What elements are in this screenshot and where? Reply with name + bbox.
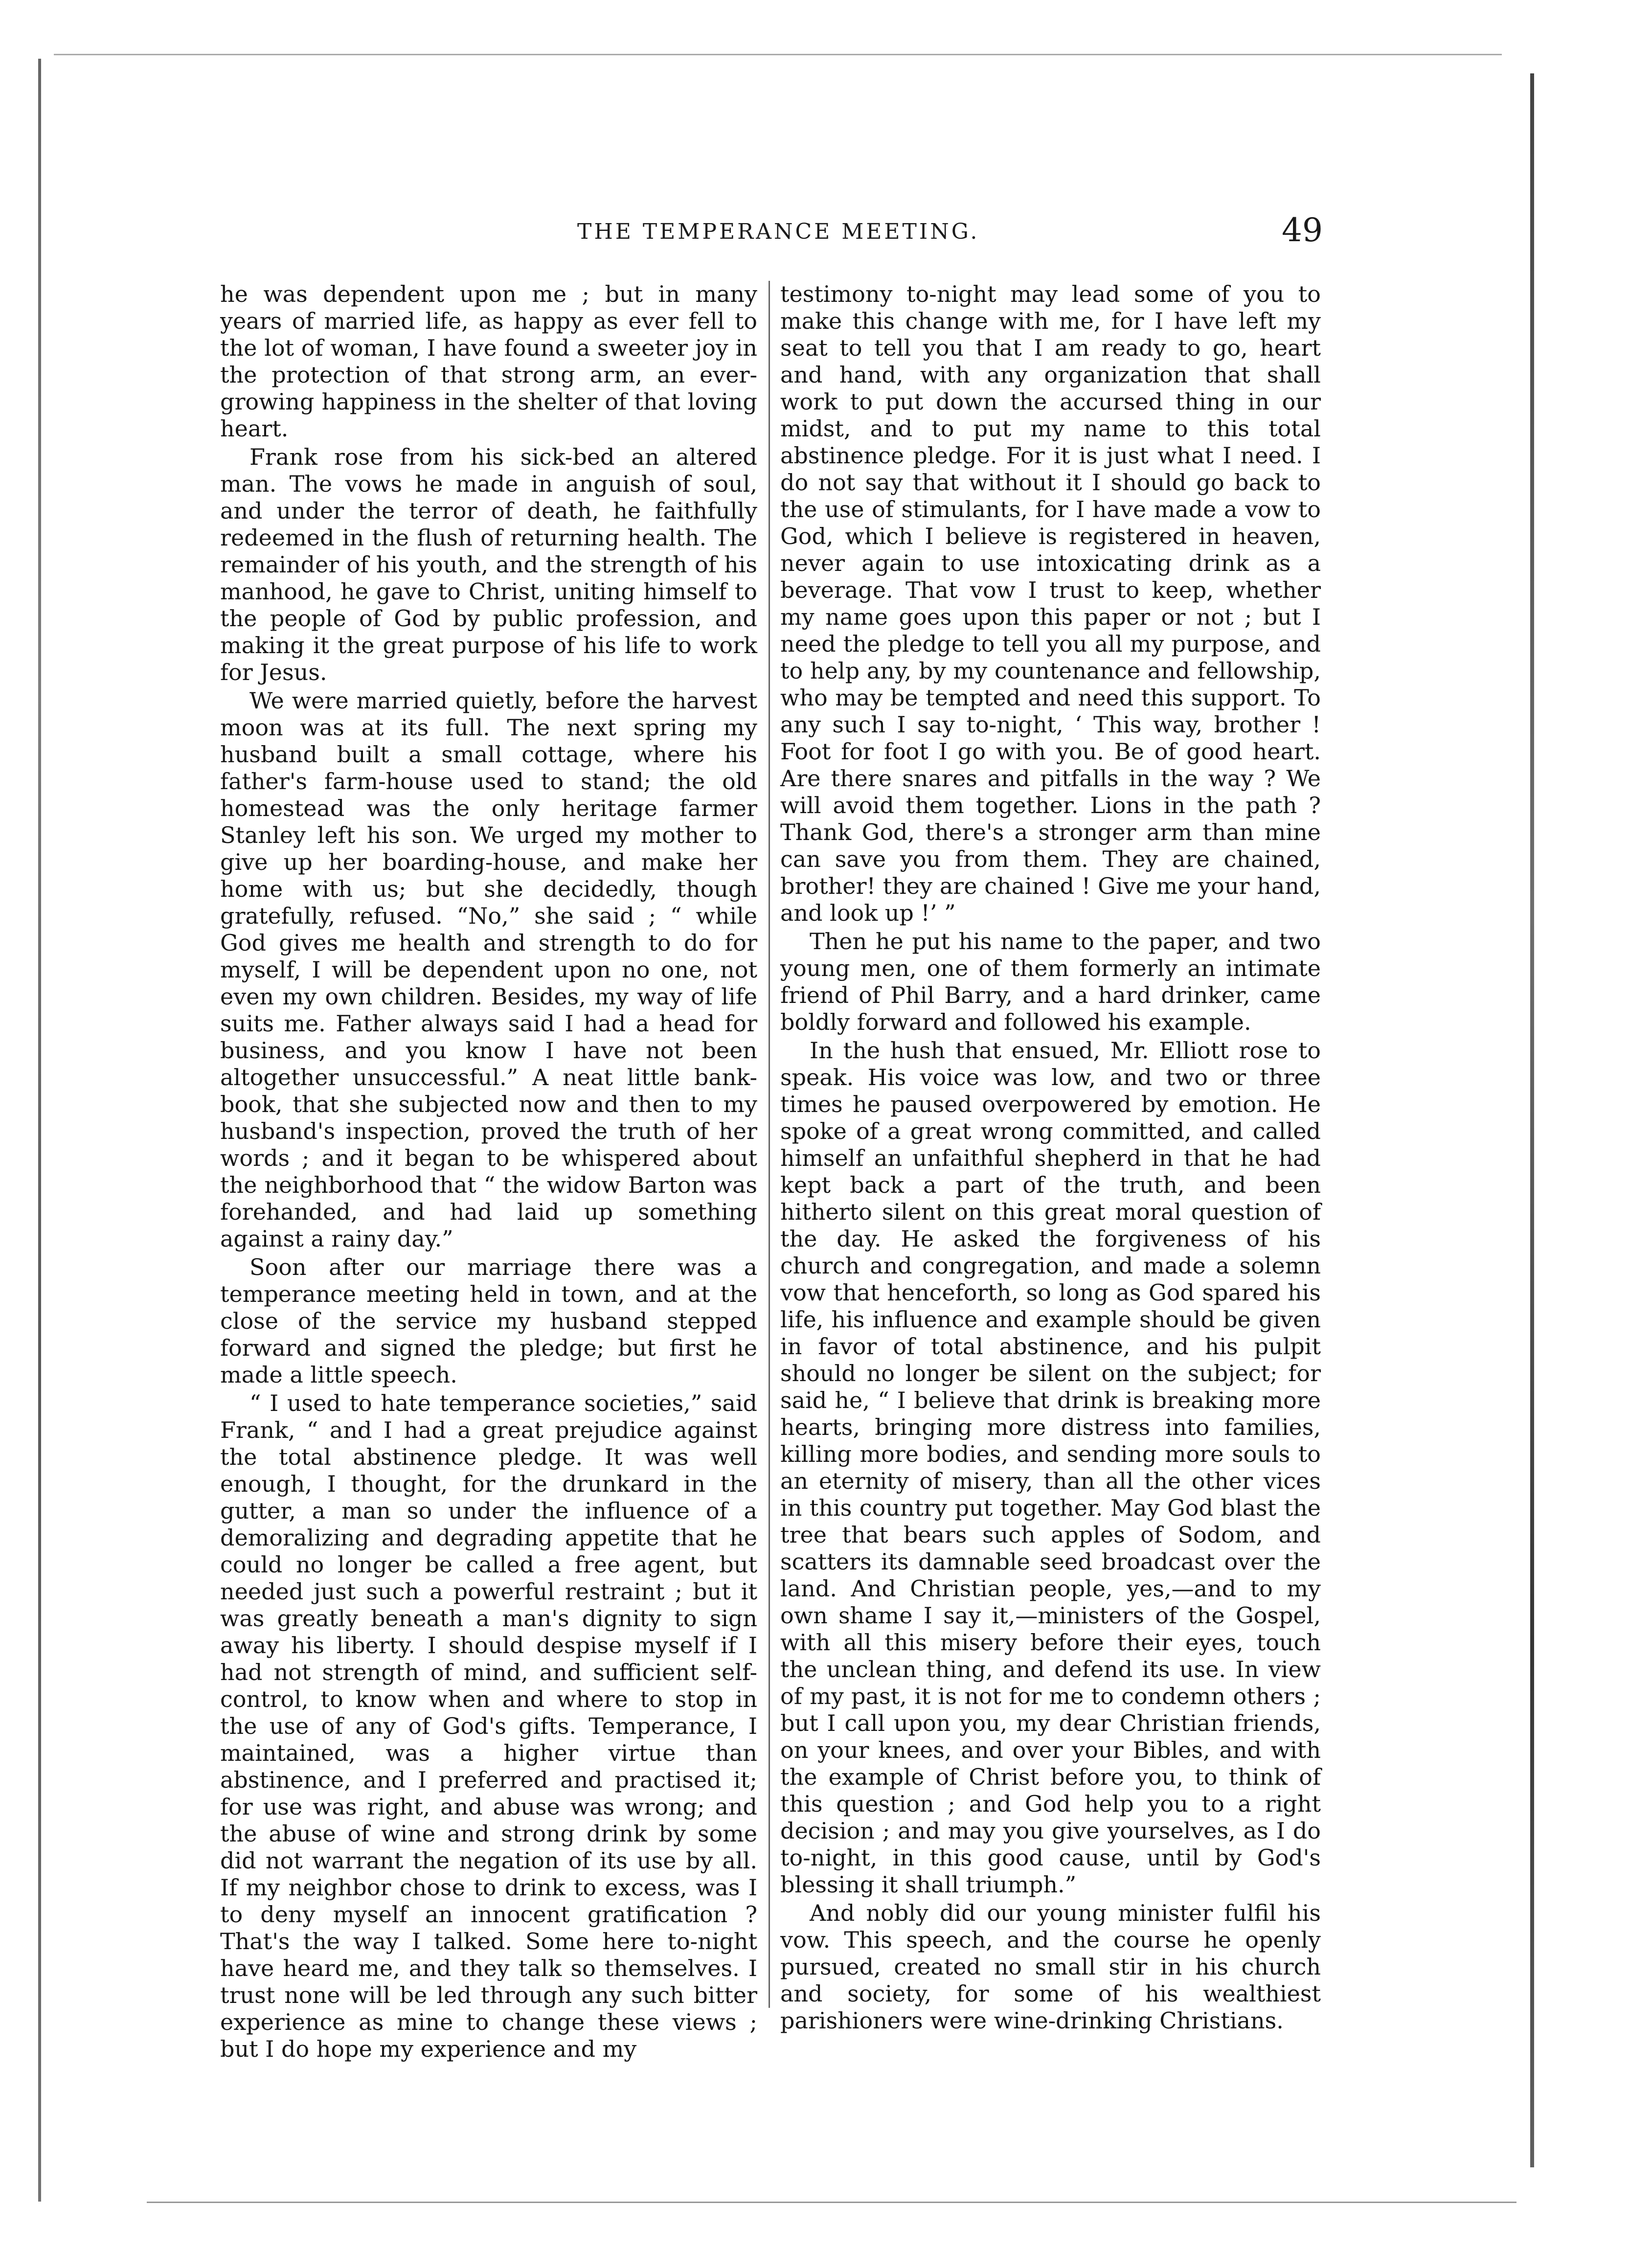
scan-edge-right [1530, 73, 1534, 2167]
paragraph: testimony to-night may lead some of you to make this change with me, for I have left my seat to tell you that I am ready to go, heart and hand, with any organization that shall work to put down the accursed thing in our midst, and to put my name to this total abstinence pledge. For it is just what I need. I do not say that without it I should go back to the use of stimulants, for I have made a vow to God, which I believe is registered in heaven, never again to use intoxicating drink as a beverage. That vow I trust to keep, whether my name goes upon this paper or not ; but I need the pledge to tell you all my purpose, and to help any, by my countenance and fellowship, who may be tempted and need this support. To any such I say to-night, ‘ This way, brother ! Foot for foot I go with you. Be of good heart. Are there snares and pitfalls in the way ? We will avoid them together. Lions in the path ? Thank God, there's a stronger arm than mine can save you from them. They are chained, brother! they are chained ! Give me your hand, and look up !’ ” [780, 281, 1321, 926]
paragraph: Then he put his name to the paper, and two young men, one of them formerly an intimate friend of Phil Barry, and a hard drinker, came boldly forward and followed his example. [780, 928, 1321, 1035]
scan-edge-left [38, 59, 41, 2202]
page-number: 49 [1282, 211, 1323, 249]
paragraph: We were married quietly, before the harvest moon was at its full. The next spring my husband built a small cottage, where his father's farm-house used to stand; the old homestead was the only heritage farmer Stanley left his son. We urged my mother to give up her boarding-house, and make her home with us; but she decidedly, though gratefully, refused. “No,” she said ; “ while God gives me health and strength to do for myself, I will be dependent upon no one, not even my own children. Besides, my way of life suits me. Father always said I had a head for business, and you know I have not been altogether unsuccessful.” A neat little bank-book, that she subjected now and then to my husband's inspection, proved the truth of her words ; and it began to be whispered about the neighborhood that “ the widow Barton was forehanded, and had laid up something against a rainy day.” [220, 687, 757, 1252]
paragraph: Frank rose from his sick-bed an altered man. The vows he made in anguish of soul, and under the terror of death, he faithfully redeemed in the flush of returning health. The remainder of his youth, and the strength of his manhood, he gave to Christ, uniting himself to the people of God by public profession, and making it the great purpose of his life to work for Jesus. [220, 444, 757, 685]
right-column [780, 281, 1321, 2036]
scan-edge-bottom [147, 2202, 1516, 2203]
scan-edge-top [54, 54, 1502, 55]
paragraph: he was dependent upon me ; but in many years of married life, as happy as ever fell to the lot of woman, I have found a sweeter joy in the protection of that strong arm, an ever-growing happiness in the shelter of that loving heart. [220, 281, 757, 442]
paragraph: “ I used to hate temperance societies,” said Frank, “ and I had a great prejudice against the total abstinence pledge. It was well enough, I thought, for the drunkard in the gutter, a man so under the influence of a demoralizing and degrading appetite that he could no longer be called a free agent, but needed just such a powerful restraint ; but it was greatly beneath a man's dignity to sign away his liberty. I should despise myself if I had not strength of mind, and sufficient self-control, to know when and where to stop in the use of any of God's gifts. Temperance, I maintained, was a higher virtue than abstinence, and I preferred and practised it; for use was right, and abuse was wrong; and the abuse of wine and strong drink by some did not warrant the negation of its use by all. If my neighbor chose to drink to excess, was I to deny myself an innocent gratification ? That's the way I talked. Some here to-night have heard me, and they talk so themselves. I trust none will be led through any such bitter experience as mine to change these views ; but I do hope my experience and my [220, 1390, 757, 2062]
paragraph: And nobly did our young minister fulfil his vow. This speech, and the course he openly pursued, created no small stir in his church and society, for some of his wealthiest parishioners were wine-drinking Christians. [780, 1900, 1321, 2034]
paragraph: Soon after our marriage there was a temperance meeting held in town, and at the close of the service my husband stepped forward and signed the pledge; but first he made a little speech. [220, 1254, 757, 1388]
running-head: THE TEMPERANCE MEETING. [577, 219, 980, 244]
column-divider [769, 281, 770, 2008]
paragraph: In the hush that ensued, Mr. Elliott rose to speak. His voice was low, and two or three times he paused overpowered by emotion. He spoke of a great wrong committed, and called himself an unfaithful shepherd in that he had kept back a part of the truth, and been hitherto silent on this great moral question of the day. He asked the forgiveness of his church and congregation, and made a solemn vow that henceforth, so long as God spared his life, his influence and example should be given in favor of total abstinence, and his pulpit should no longer be silent on the subject; for said he, “ I believe that drink is breaking more hearts, bringing more distress into families, killing more bodies, and sending more souls to an eternity of misery, than all the other vices in this country put together. May God blast the tree that bears such apples of Sodom, and scatters its damnable seed broadcast over the land. And Christian people, yes,—and to my own shame I say it,—ministers of the Gospel, with all this misery before their eyes, touch the unclean thing, and defend its use. In view of my past, it is not for me to condemn others ; but I call upon you, my dear Christian friends, on your knees, and over your Bibles, and with the example of Christ before you, to think of this question ; and God help you to a right decision ; and may you give yourselves, as I do to-night, in this good cause, until by God's blessing it shall triumph.” [780, 1037, 1321, 1898]
left-column [220, 281, 757, 2064]
